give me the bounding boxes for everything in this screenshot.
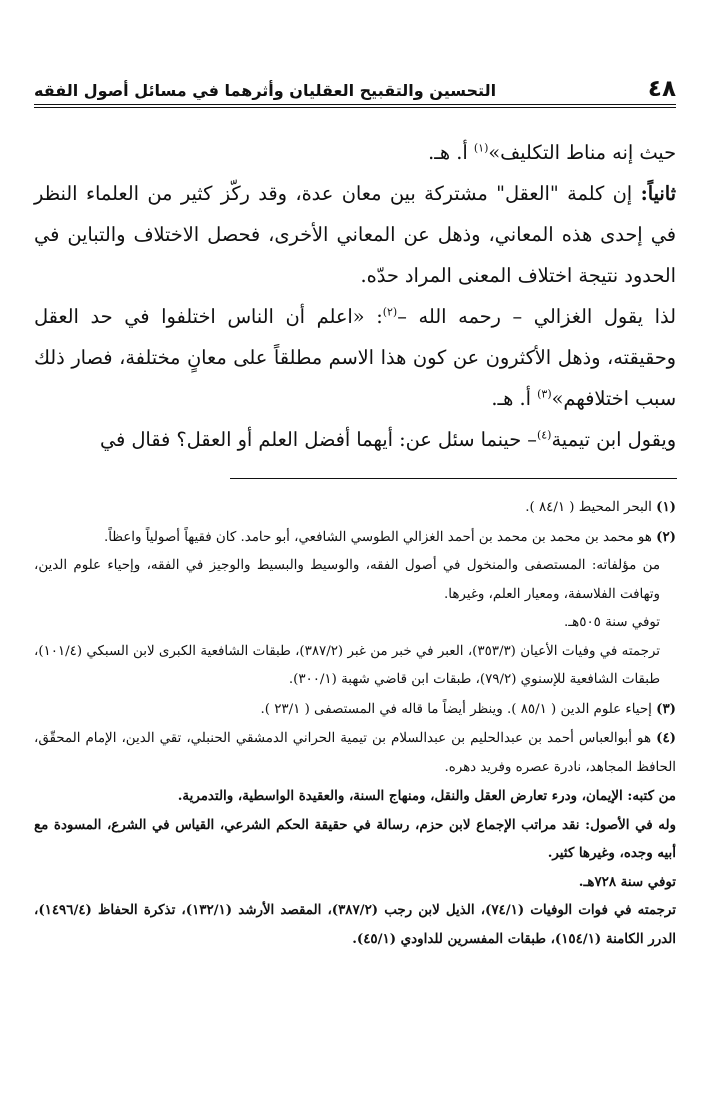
footnote-4-books: من كتبه: الإيمان، ودرء تعارض العقل والنقل، ومنهاج السنة، والعقيدة الواسطية، والتدمرية. xyxy=(177,788,676,804)
footnote-ref-1: (١) xyxy=(473,141,489,155)
footnote-4 xyxy=(34,724,676,782)
page-header xyxy=(34,70,676,108)
footnote-ref-4: (٤) xyxy=(536,428,552,442)
footnote-ref-3: (٣) xyxy=(537,387,552,401)
paragraph-4-tail: – حينما سئل عن: أيهما أفضل العلم أو العقل؟ فقال في xyxy=(99,428,537,451)
paragraph-4 xyxy=(34,419,676,460)
footnote-3 xyxy=(34,695,676,725)
footnote-2 xyxy=(34,523,676,553)
paragraph-2 xyxy=(34,173,676,296)
footnote-2-number: (٢) xyxy=(656,528,676,545)
running-title: التحسين والتقبيح العقليان وأثرهما في مسائل أصول الفقه xyxy=(34,81,497,100)
paragraph-3-tail: أ. هـ. xyxy=(491,387,538,410)
footnote-4-death: توفي سنة ٧٢٨هـ. xyxy=(578,873,676,890)
footnote-4-text: هو أبوالعباس أحمد بن عبدالحليم بن عبدالسلام بن تيمية الحراني الدمشقي الحنبلي، تقي الدين، الإمام المحقّق، الحافظ المجاهد، نادرة عصره وفريد دهره. xyxy=(34,731,676,775)
paragraph-1-tail: أ. هـ. xyxy=(428,141,474,164)
paragraph-3-quote: : «اعلم أن الناس اختلفوا في حد العقل وحقيقته، وذهل الأكثرون عن كون هذا الاسم مطلقاً على معانٍ مختلفة، فصار ذلك سبب اختلافهم» xyxy=(34,305,676,410)
footnote-1-number: (١) xyxy=(656,499,676,515)
footnotes xyxy=(34,493,676,953)
footnote-2-death: توفي سنة ٥٠٥هـ. xyxy=(564,615,660,630)
footnote-1-text: البحر المحيط ( ٨٤/١ ). xyxy=(525,500,657,515)
footnote-3-number: (٣) xyxy=(656,700,676,717)
paragraph-1 xyxy=(34,132,676,173)
footnote-2-bio: ترجمته في وفيات الأعيان (٣٥٣/٣)، العبر في خبر من غبر (٣٨٧/٢)، طبقات الشافعية الكبرى لابن السبكي (١٠١/٤)، طبقات الشافعية للإسنوي (٧٩/٢)، طبقات ابن قاضي شهبة (٣٠٠/١). xyxy=(34,643,661,687)
footnote-2-works: من مؤلفاته: المستصفى والمنخول في أصول الفقه، والوسيط والبسيط والوجيز في الفقه، وإحياء علوم الدين، وتهافت الفلاسفة، ومعيار العلم، وغيرها. xyxy=(34,558,660,602)
footnote-1 xyxy=(34,493,676,523)
footnote-ref-2: (٢) xyxy=(382,305,398,319)
footnote-4-number: (٤) xyxy=(656,730,676,746)
main-text xyxy=(34,132,676,460)
footnote-separator xyxy=(230,478,677,479)
paragraph-2-lead: ثانياً: xyxy=(640,182,676,205)
page-number: ٤٨ xyxy=(647,76,676,102)
paragraph-2-text: إن كلمة "العقل" مشتركة بين معان عدة، وقد ركّز كثير من العلماء النظر في إحدى هذه المعاني، وذهل عن المعاني الأخرى، فحصل الاختلاف والتباين في الحدود نتيجة اختلاف المعنى المراد حدّه. xyxy=(34,182,676,287)
footnote-4-bio: ترجمته في فوات الوفيات (٧٤/١)، الذيل لابن رجب (٣٨٧/٢)، المقصد الأرشد (١٣٢/١)، تذكرة الحفاظ (١٤٩٦/٤)، الدرر الكامنة (١٥٤/١)، طبقات المفسرين للداودي (٤٥/١). xyxy=(34,902,677,947)
paragraph-4-text: ويقول ابن تيمية xyxy=(551,428,676,451)
footnote-3-text: إحياء علوم الدين ( ٨٥/١ ). وينظر أيضاً ما قاله في المستصفى ( ٢٣/١ ). xyxy=(260,701,657,717)
paragraph-3 xyxy=(34,296,676,419)
paragraph-3-text: لذا يقول الغزالي – رحمه الله – xyxy=(397,305,676,328)
footnote-4-usul: وله في الأصول: نقد مراتب الإجماع لابن حزم، رسالة في حقيقة الحكم الشرعي، القياس في الشرع، المسودة مع أبيه وجده، وغيرها كثير. xyxy=(34,816,676,861)
paragraph-1-text: حيث إنه مناط التكليف» xyxy=(488,141,676,164)
footnote-2-text: هو محمد بن محمد بن محمد بن أحمد الغزالي الطوسي الشافعي، أبو حامد. كان فقيهاً أصولياً واعظاً. xyxy=(103,529,657,545)
